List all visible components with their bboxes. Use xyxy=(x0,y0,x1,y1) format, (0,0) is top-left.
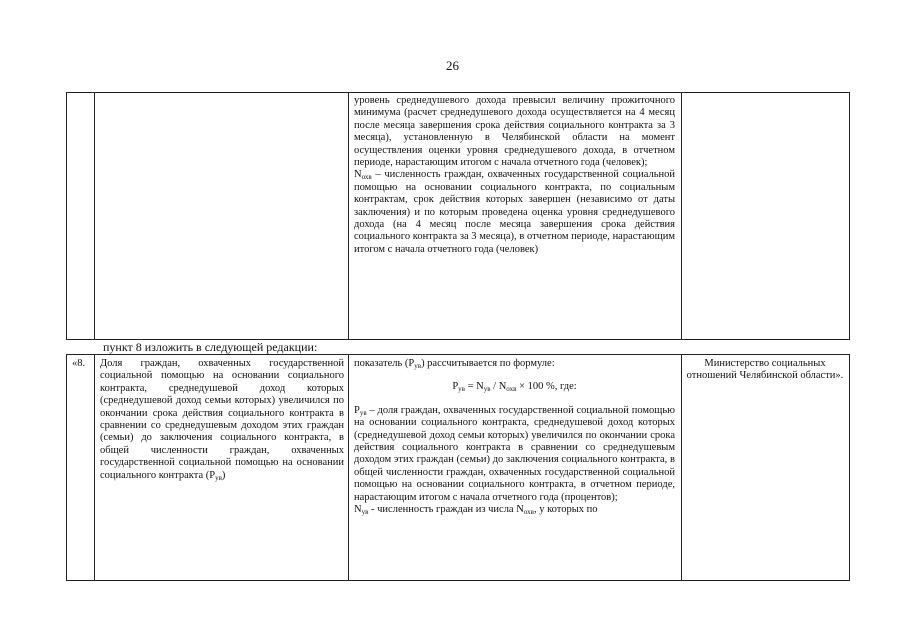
section-heading: пункт 8 изложить в следующей редакции: xyxy=(103,340,318,354)
def-n-text: - численность граждан из числа N xyxy=(368,504,524,516)
table-border-col2-bottom xyxy=(348,354,349,581)
table-border-right-top xyxy=(849,92,850,339)
definition-n-ohv: – численность граждан, охваченных государственной социальной помощью на основании социального контракта, по социальным контрактам, срок действия которых завершен (независимо от даты заключения) и по которым проведена оценка уровня среднедушевого дохода (на 4 месяц после месяца завершения срока действия социального контракта за 3 месяца), в отчетном периоде, нарастающим итогом с начала отчетного года (человек) xyxy=(354,169,675,255)
def-n-text2: , у которых по xyxy=(533,504,598,516)
table-border-col3-bottom xyxy=(681,354,682,581)
symbol-n-subscript: охв xyxy=(361,173,372,182)
formula-paragraph-1: уровень среднедушевого дохода превысил величину прожиточного минимума (расчет среднедушевого дохода осуществляется на 4 месяц после месяца завершения срока действия социального контракта за 3 месяца), установленную в Челябинской области на момент осуществления оценки уровня среднедушевого дохода, в отчетном периоде, нарастающим итогом с начала отчетного года (человек); xyxy=(354,95,675,169)
table-border-top xyxy=(66,92,850,93)
def-p-text: – доля граждан, охваченных государственной социальной помощью на основании социального контракта, среднедушевой доход которых (среднедушевой доход семьи которых) увеличился по окончании срока действия социального контракта в сравнении со среднедушевым доходом этих граждан (семьи) до заключения социального контракта, в общей численности граждан, охваченных государственной социальной помощью на основании социального контракта, в отчетном периоде, нарастающим итогом с начала отчетного года (процентов); xyxy=(354,404,675,503)
row-8-responsible-ministry: Министерство социальных отношений Челябинской области». xyxy=(686,358,844,382)
row-8-name-text: Доля граждан, охваченных государственной социальной помощью на основании социального контракта, среднедушевой доход которых (среднедушевой доход семьи которых) увеличился по окончании срока действия социального контракта в сравнении со среднедушевым доходом этих граждан (семьи) до заключения социального контракта, в общей численности граждан, охваченных государственной социальной помощью на основании социального контракта (P xyxy=(100,358,344,481)
table-border-bottom xyxy=(66,580,850,581)
eq-n: = N xyxy=(464,381,484,393)
eq-p: P xyxy=(452,381,459,393)
table-border-col2-top xyxy=(348,92,349,339)
row-8-name-subscript: ув xyxy=(215,473,222,482)
table-border-col1-bottom xyxy=(94,354,95,581)
formula-equation xyxy=(354,381,675,393)
definition-p xyxy=(354,405,675,504)
formula-intro-subscript: ув xyxy=(414,362,422,370)
def-p-sub: ув xyxy=(359,408,367,417)
eq-nohv-sub: охв xyxy=(506,385,517,394)
table-border-col3-top xyxy=(681,92,682,339)
page-number: 26 xyxy=(446,58,459,73)
table-border-left-top xyxy=(66,92,67,339)
row-cont-formula xyxy=(354,95,675,256)
symbol-n: N xyxy=(354,169,362,181)
table-border-col1-top xyxy=(94,92,95,339)
eq-tail: × 100 %, где: xyxy=(516,381,577,393)
formula-intro-text: показатель (P xyxy=(354,358,415,369)
def-n-sub2: охв xyxy=(523,508,534,517)
formula-intro-text-end: ) рассчитывается по формуле: xyxy=(421,358,555,369)
row-8-border-top xyxy=(66,354,850,355)
eq-n-sub: ув xyxy=(483,385,491,394)
eq-div: / N xyxy=(490,381,507,393)
formula-paragraph-2 xyxy=(354,169,675,256)
def-p-symbol: P xyxy=(354,404,360,416)
def-n-sub: ув xyxy=(361,508,369,517)
row-8-number: «8. xyxy=(72,358,86,369)
row-8-indicator-name xyxy=(100,358,344,482)
definition-n xyxy=(354,504,675,516)
row-8-formula xyxy=(354,358,675,516)
def-n-symbol: N xyxy=(354,504,362,516)
table-border-left-bottom xyxy=(66,354,67,581)
row-8-name-end: ) xyxy=(221,469,226,481)
eq-p-sub: ув xyxy=(458,385,465,394)
formula-intro xyxy=(354,358,675,370)
table-border-right-bottom xyxy=(849,354,850,581)
